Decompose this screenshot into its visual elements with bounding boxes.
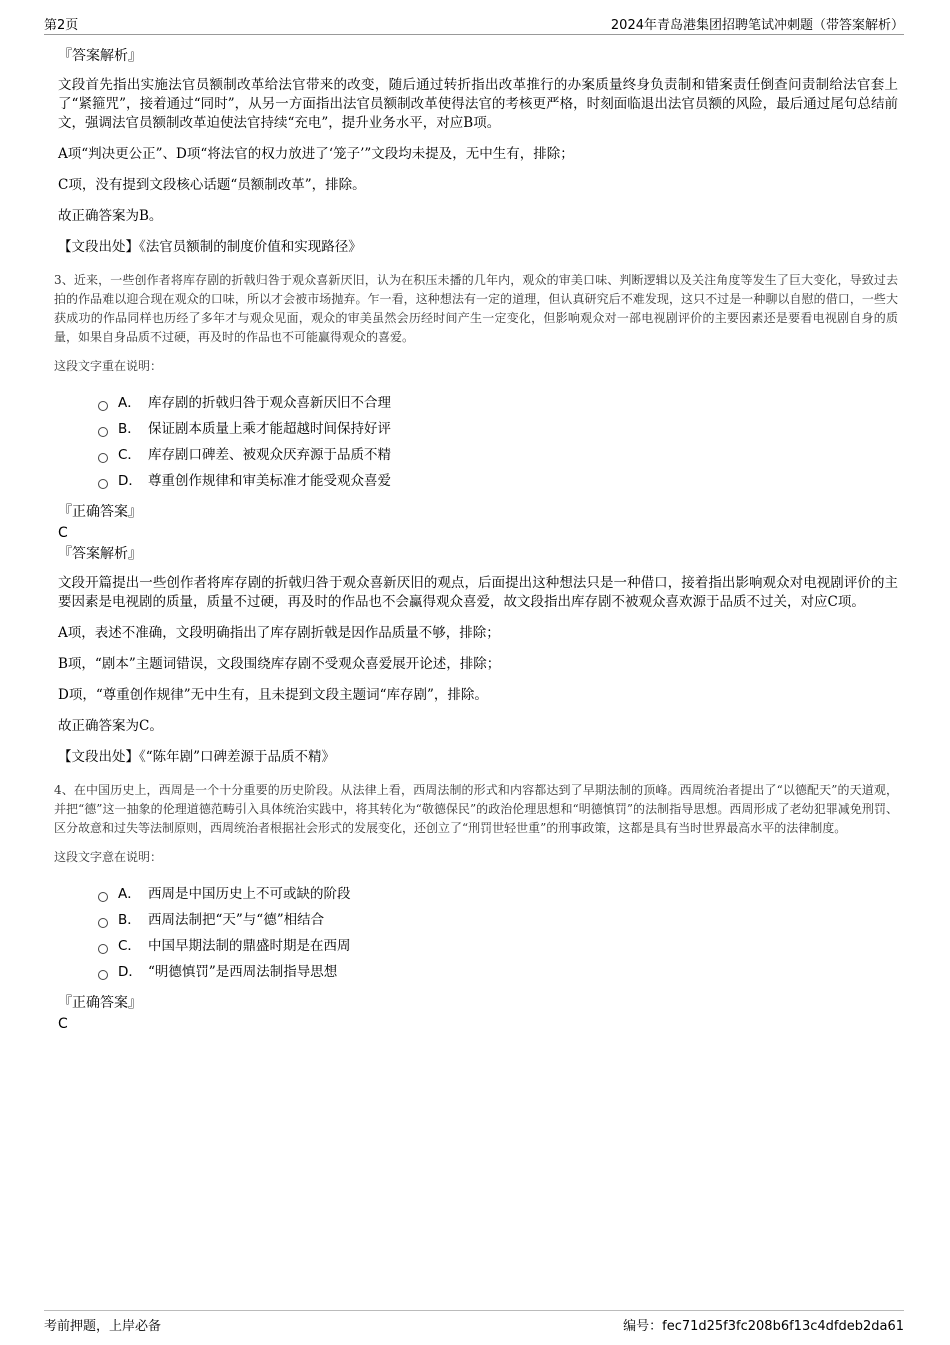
document-title: 2024年青岛港集团招聘笔试冲刺题（带答案解析） [610, 18, 904, 33]
option-text: 西周是中国历史上不可或缺的阶段 [148, 885, 351, 902]
q4-prompt: 这段文字意在说明： [54, 850, 163, 864]
q3-answer-label: 『正确答案』 [58, 504, 142, 520]
radio-icon[interactable] [98, 453, 108, 463]
q3-answer: C [58, 525, 68, 541]
option-key: A． [118, 885, 141, 902]
q4-answer: C [58, 1016, 68, 1032]
radio-icon[interactable] [98, 401, 108, 411]
q2-analysis-text: 文段首先指出实施法官员额制改革给法官带来的改变，随后通过转折指出改革推行的办案质量终身负责制和错案责任倒查问责制给法官套上了“紧箍咒”，接着通过“同时”，从另一方面指出法官员额制改革使得法官的考核更严格，时刻面临退出法官员额的风险，最后通过尾句总结前文，强调法官员额制改革迫使法官持续“充电”，提升业务水平，对应B项。 [58, 77, 898, 131]
q3-analysis-text: 文段开篇提出一些创作者将库存剧的折戟归咎于观众喜新厌旧的观点，后面提出这种想法只是一种借口，接着指出影响观众对电视剧评价的主要因素是电视剧的质量，质量不过硬，再及时的作品也不会赢得观众喜爱，故文段指出库存剧不被观众喜欢源于品质不过关，对应C项。 [58, 575, 898, 610]
q4-options [98, 881, 898, 985]
q3-source: 【文段出处】《“陈年剧”口碑差源于品质不精》 [58, 749, 336, 765]
radio-icon[interactable] [98, 918, 108, 928]
option-text: 库存剧口碑差、被观众厌弃源于品质不精 [148, 446, 391, 463]
q2-analysis-label: 『答案解析』 [58, 48, 142, 64]
q2-source: 【文段出处】《法官员额制的制度价值和实现路径》 [58, 239, 362, 255]
option-text: 中国早期法制的鼎盛时期是在西周 [148, 937, 351, 954]
option-key: B． [118, 420, 141, 437]
option-text: “明德慎罚”是西周法制指导思想 [148, 963, 338, 980]
option-key: C． [118, 446, 141, 463]
radio-icon[interactable] [98, 427, 108, 437]
q3-option-b[interactable] [98, 416, 898, 442]
option-key: D． [118, 472, 142, 489]
q4-option-a[interactable] [98, 881, 898, 907]
q4-answer-label: 『正确答案』 [58, 995, 142, 1011]
q3-option-c[interactable] [98, 442, 898, 468]
option-text: 保证剧本质量上乘才能超越时间保持好评 [148, 420, 391, 437]
page-header [44, 14, 904, 35]
q4-option-d[interactable] [98, 959, 898, 985]
footer-slogan: 考前押题，上岸必备 [44, 1319, 162, 1334]
q4-option-b[interactable] [98, 907, 898, 933]
q3-question-text: 3、近来，一些创作者将库存剧的折戟归咎于观众喜新厌旧，认为在积压未播的几年内，观众的审美口味、判断逻辑以及关注角度等发生了巨大变化，导致过去拍的作品难以迎合现在观众的口味，所以才会被市场抛弃。乍一看，这种想法有一定的道理，但认真研究后不难发现，这只不过是一种聊以自慰的借口，一些大获成功的作品同样也历经了多年才与观众见面，观众的审美虽然会历经时间产生一定变化，但影响观众对一部电视剧评价的主要因素还是要看电视剧自身的质量，如果自身品质不过硬，再及时的作品也不可能赢得观众的喜爱。 [54, 273, 898, 344]
page-footer [44, 1310, 904, 1337]
q3-analysis-line: D项，“尊重创作规律”无中生有，且未提到文段主题词“库存剧”，排除。 [58, 687, 488, 703]
option-text: 西周法制把“天”与“德”相结合 [148, 911, 325, 928]
q3-conclusion: 故正确答案为C。 [58, 718, 163, 734]
option-text: 尊重创作规律和审美标准才能受观众喜爱 [148, 472, 391, 489]
q3-analysis-line: B项，“剧本”主题词错误，文段围绕库存剧不受观众喜爱展开论述，排除； [58, 656, 501, 672]
option-text: 库存剧的折戟归咎于观众喜新厌旧不合理 [148, 394, 391, 411]
page-content [54, 44, 898, 1035]
q4-option-c[interactable] [98, 933, 898, 959]
option-key: C． [118, 937, 141, 954]
q2-conclusion: 故正确答案为B。 [58, 208, 163, 224]
q3-option-d[interactable] [98, 468, 898, 494]
q3-prompt: 这段文字重在说明： [54, 359, 163, 373]
footer-code [623, 1315, 904, 1334]
option-key: D． [118, 963, 142, 980]
radio-icon[interactable] [98, 892, 108, 902]
q3-analysis-label: 『答案解析』 [58, 546, 142, 562]
q4-question-text: 4、在中国历史上，西周是一个十分重要的历史阶段。从法律上看，西周法制的形式和内容都达到了早期法制的顶峰。西周统治者提出了“以德配天”的天道观，并把“德”这一抽象的伦理道德范畴引入具体统治实践中，将其转化为“敬德保民”的政治伦理思想和“明德慎罚”的法制指导思想。西周形成了老幼犯罪减免刑罚、区分故意和过失等法制原则，西周统治者根据社会形式的发展变化，还创立了“刑罚世轻世重”的刑事政策，这都是具有当时世界最高水平的法律制度。 [54, 783, 898, 835]
footer-code-value: fec71d25f3fc208b6f13c4dfdeb2da61 [662, 1319, 904, 1334]
radio-icon[interactable] [98, 970, 108, 980]
option-key: A． [118, 394, 141, 411]
q2-analysis-line: A项“判决更公正”、D项“将法官的权力放进了‘笼子’”文段均未提及，无中生有，排除； [58, 146, 574, 162]
page-number: 第2页 [44, 18, 79, 33]
footer-code-label: 编号： [623, 1319, 663, 1334]
q3-analysis-line: A项，表述不准确，文段明确指出了库存剧折戟是因作品质量不够，排除； [58, 625, 500, 641]
radio-icon[interactable] [98, 479, 108, 489]
q3-option-a[interactable] [98, 390, 898, 416]
q2-analysis-line: C项，没有提到文段核心话题“员额制改革”，排除。 [58, 177, 366, 193]
q3-options [98, 390, 898, 494]
option-key: B． [118, 911, 141, 928]
radio-icon[interactable] [98, 944, 108, 954]
